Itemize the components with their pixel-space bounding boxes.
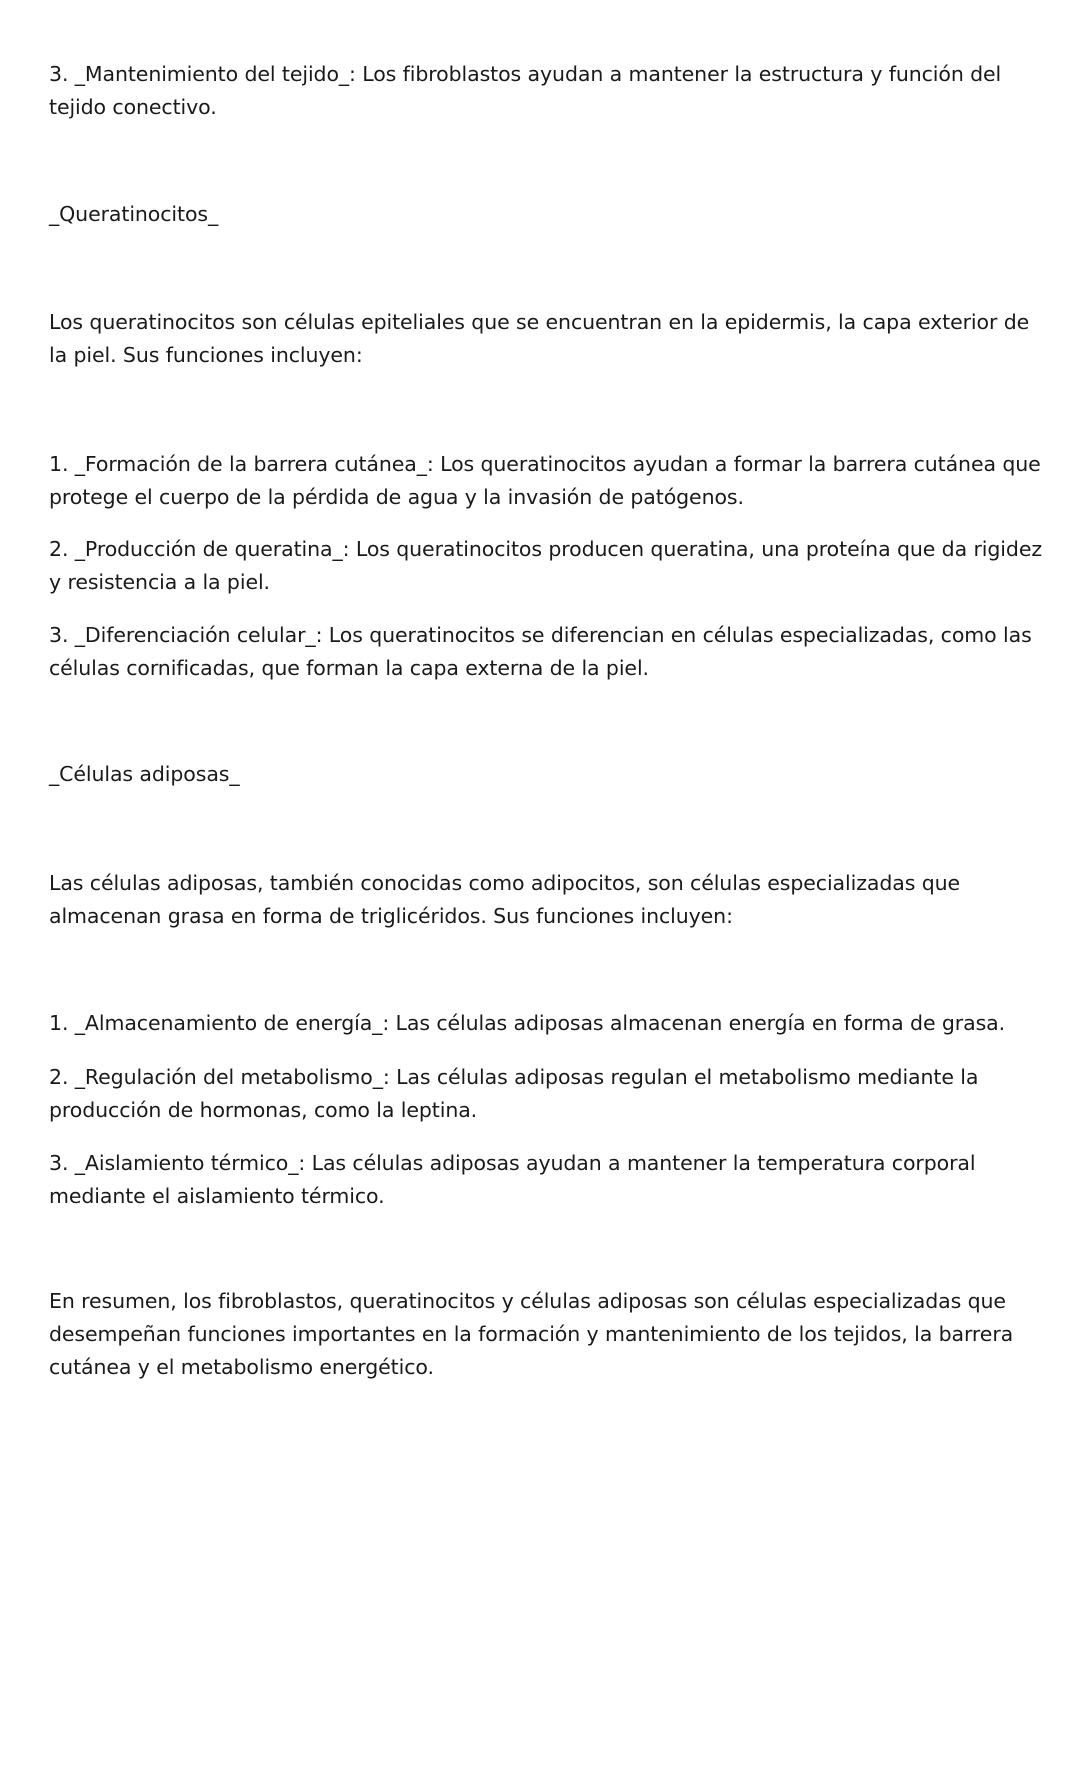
- keratinocytes-function-item-2: 2. _Producción de queratina_: Los queratinocitos producen queratina, una proteína que da rigidez y resistencia a la piel.: [49, 537, 1042, 594]
- adipocytes-heading: _Células adiposas_: [49, 762, 240, 786]
- fibroblast-function-item-3: 3. _Mantenimiento del tejido_: Los fibroblastos ayudan a mantener la estructura y función del tejido conectivo.: [49, 62, 1002, 119]
- adipocytes-function-item-2: 2. _Regulación del metabolismo_: Las células adiposas regulan el metabolismo mediante la producción de hormonas, como la leptina.: [49, 1065, 979, 1122]
- summary-paragraph: En resumen, los fibroblastos, queratinocitos y células adiposas son células especializadas que desempeñan funciones importantes en la formación y mantenimiento de los tejidos, la barrera cutánea y el metabolismo energético.: [49, 1289, 1014, 1379]
- keratinocytes-heading: _Queratinocitos_: [49, 202, 219, 226]
- keratinocytes-intro: Los queratinocitos son células epiteliales que se encuentran en la epidermis, la capa exterior de la piel. Sus funciones incluyen:: [49, 310, 1030, 367]
- keratinocytes-function-item-1: 1. _Formación de la barrera cutánea_: Los queratinocitos ayudan a formar la barrera cutánea que protege el cuerpo de la pérdida de agua y la invasión de patógenos.: [49, 452, 1041, 509]
- adipocytes-function-item-1: 1. _Almacenamiento de energía_: Las células adiposas almacenan energía en forma de grasa.: [49, 1011, 1006, 1035]
- adipocytes-intro: Las células adiposas, también conocidas como adipocitos, son células especializadas que almacenan grasa en forma de triglicéridos. Sus funciones incluyen:: [49, 871, 961, 928]
- adipocytes-function-item-3: 3. _Aislamiento térmico_: Las células adiposas ayudan a mantener la temperatura corporal mediante el aislamiento térmico.: [49, 1151, 976, 1208]
- keratinocytes-function-item-3: 3. _Diferenciación celular_: Los queratinocitos se diferencian en células especializadas, como las células cornificadas, que forman la capa externa de la piel.: [49, 623, 1032, 680]
